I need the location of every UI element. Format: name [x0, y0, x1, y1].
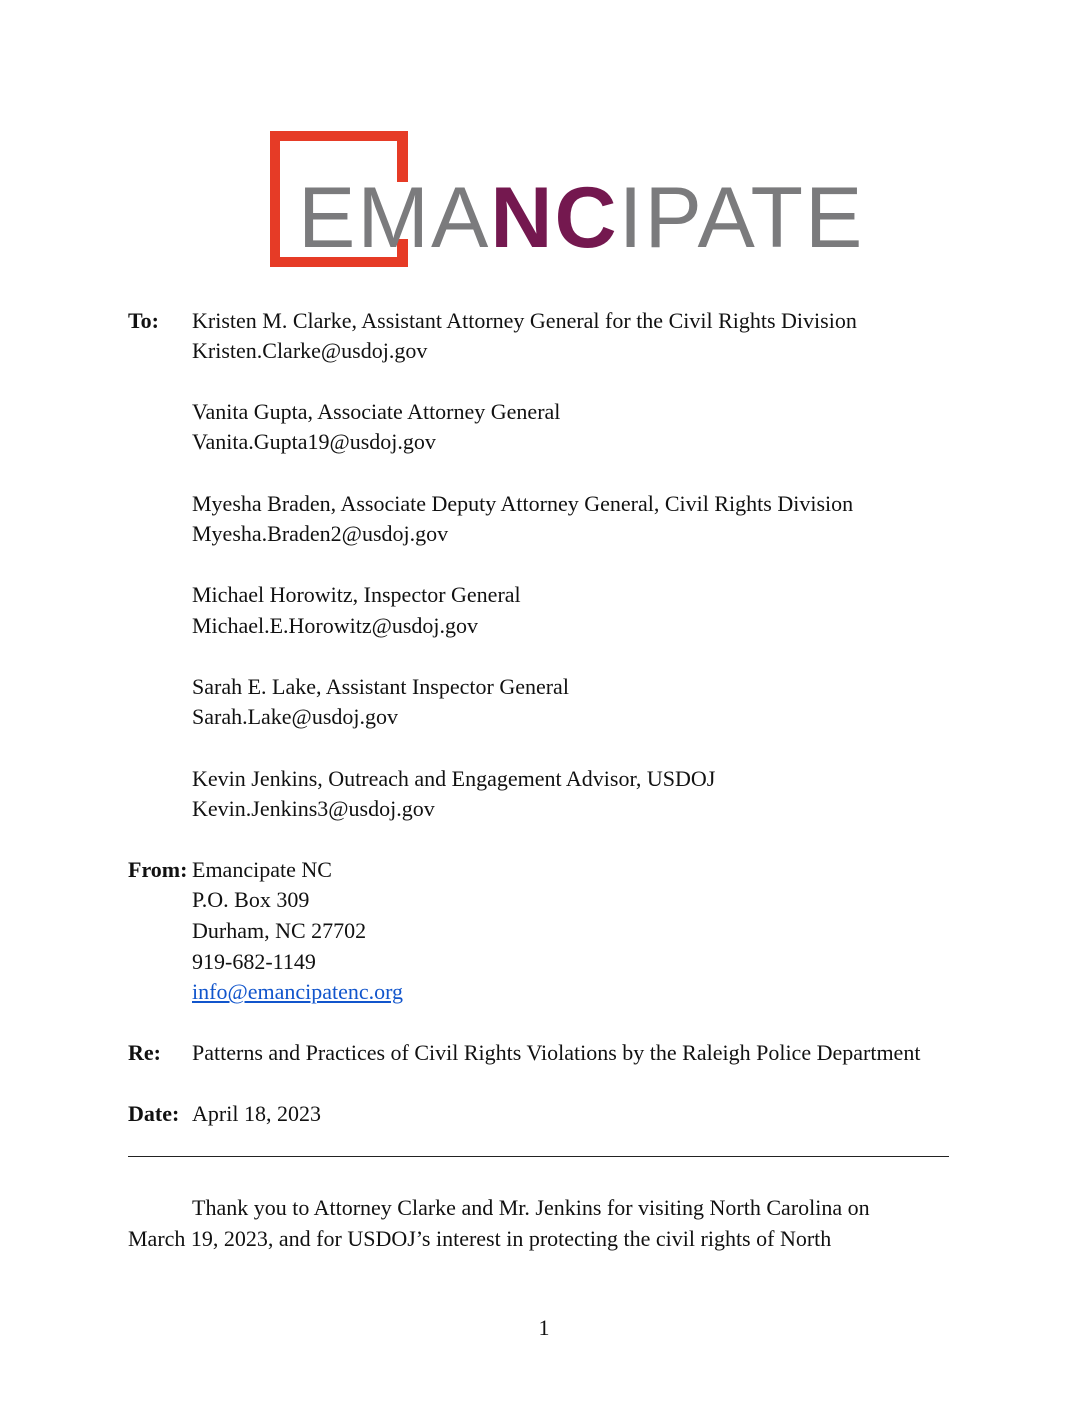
body-paragraph	[128, 1192, 928, 1254]
recipient-email: Kristen.Clarke@usdoj.gov	[192, 338, 428, 363]
recipient-email: Kevin.Jenkins3@usdoj.gov	[192, 796, 435, 821]
date-label: Date:	[128, 1101, 180, 1126]
body-line-1: Thank you to Attorney Clarke and Mr. Jenkins for visiting North Carolina on	[192, 1195, 870, 1220]
from-email-row	[192, 977, 403, 1007]
recipient-name-title: Vanita Gupta, Associate Attorney General	[192, 399, 561, 424]
recipient-name-title: Kristen M. Clarke, Assistant Attorney General for the Civil Rights Division	[192, 308, 857, 333]
logo-wordmark	[298, 170, 865, 266]
recipient-name-title: Michael Horowitz, Inspector General	[192, 582, 521, 607]
re-subject: Patterns and Practices of Civil Rights Violations by the Raleigh Police Department	[192, 1040, 921, 1065]
logo-text-after: IPATE	[618, 170, 865, 266]
to-label: To:	[128, 308, 159, 333]
recipient-name-title: Kevin Jenkins, Outreach and Engagement Advisor, USDOJ	[192, 766, 716, 791]
recipient-email: Vanita.Gupta19@usdoj.gov	[192, 429, 436, 454]
from-label: From:	[128, 857, 188, 882]
recipient-name-title: Sarah E. Lake, Assistant Inspector General	[192, 674, 569, 699]
re-label: Re:	[128, 1040, 161, 1065]
body-line-2: March 19, 2023, and for USDOJ’s interest in protecting the civil rights of North	[128, 1226, 832, 1251]
from-address-line1: P.O. Box 309	[192, 887, 310, 912]
from-phone: 919-682-1149	[192, 949, 316, 974]
from-email-link[interactable]: info@emancipatenc.org	[192, 979, 404, 1004]
header-divider	[128, 1156, 949, 1157]
logo-text-before: EMA	[298, 170, 491, 266]
logo-text-highlight: NC	[490, 170, 619, 266]
recipient-email: Myesha.Braden2@usdoj.gov	[192, 521, 449, 546]
page-number: 1	[538, 1315, 550, 1340]
from-address-line2: Durham, NC 27702	[192, 918, 367, 943]
date-value: April 18, 2023	[192, 1101, 321, 1126]
from-org: Emancipate NC	[192, 857, 332, 882]
recipient-email: Michael.E.Horowitz@usdoj.gov	[192, 613, 479, 638]
recipient-name-title: Myesha Braden, Associate Deputy Attorney General, Civil Rights Division	[192, 491, 854, 516]
recipient-email: Sarah.Lake@usdoj.gov	[192, 704, 398, 729]
emancipate-nc-logo	[270, 131, 865, 267]
